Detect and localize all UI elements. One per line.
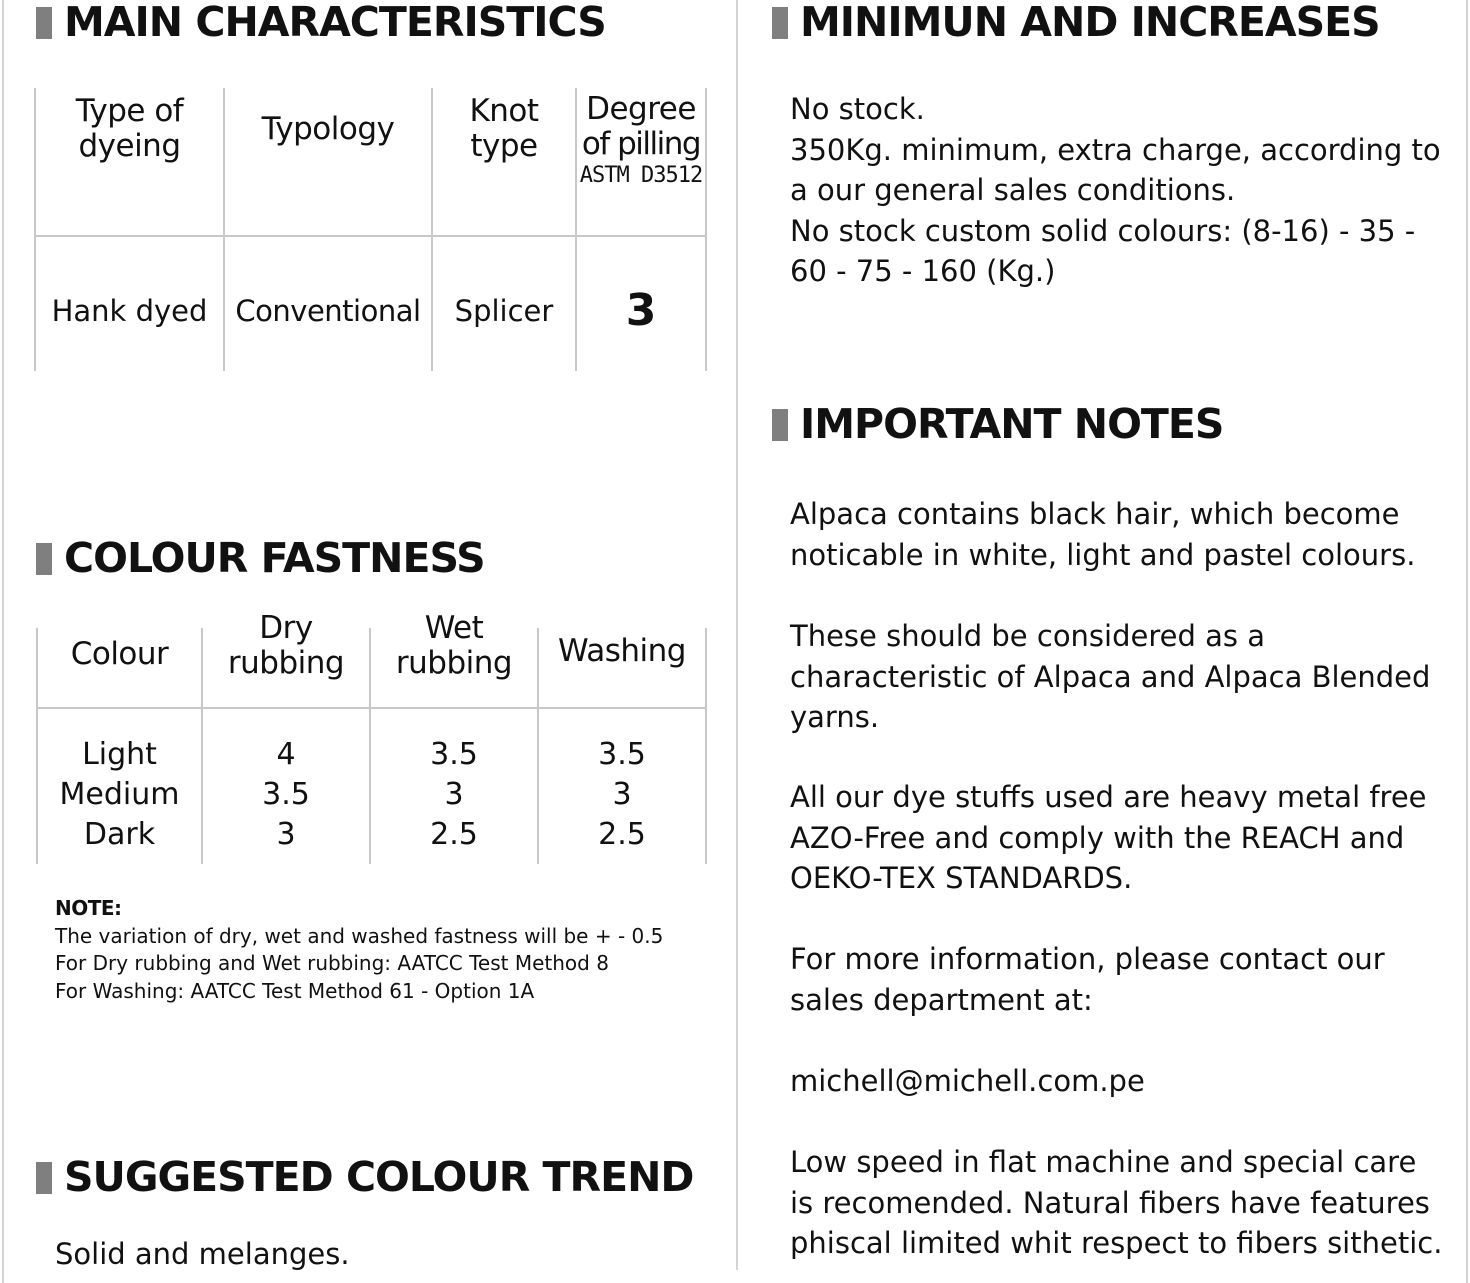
- suggested-colour-trend-text: Solid and melanges.: [55, 1237, 350, 1271]
- header-colour: Colour: [70, 635, 169, 672]
- heading-bar-icon: [772, 7, 788, 39]
- note-paragraph-contact: For more information, please contact our sales department at:: [790, 942, 1385, 1017]
- header-type-of-dyeing: Type of dyeing: [75, 93, 184, 164]
- value-typology: Conventional: [235, 294, 421, 328]
- header-washing: Washing: [558, 632, 686, 669]
- wet-rubbing-values: 3.5 3 2.5: [430, 737, 478, 852]
- note-label: NOTE:: [55, 896, 122, 920]
- washing-values: 3.5 3 2.5: [598, 737, 646, 852]
- header-degree-of-pilling: Degree of pilling ASTM D3512: [579, 91, 703, 188]
- header-knot-type: Knot type: [469, 93, 539, 164]
- note-paragraph-machine-care: Low speed in flat machine and special care is recomended. Natural fibers have features phiscal limited whit respect to fibers sithetic.: [790, 1145, 1443, 1260]
- value-knot-type: Splicer: [454, 294, 554, 328]
- fastness-note: [55, 895, 663, 1005]
- heading-bar-icon: [36, 543, 52, 575]
- note-line: For Washing: AATCC Test Method 61 - Option 1A: [55, 978, 535, 1003]
- contact-email-link[interactable]: michell@michell.com.pe: [790, 1064, 1145, 1098]
- right-border: [1466, 0, 1468, 1283]
- main-characteristics-heading: MAIN CHARACTERISTICS: [36, 0, 606, 44]
- suggested-colour-trend-heading: SUGGESTED COLOUR TREND: [36, 1155, 693, 1199]
- header-wet-rubbing: Wet rubbing: [395, 610, 513, 681]
- minimum-and-increases-heading: MINIMUN AND INCREASES: [772, 0, 1380, 44]
- header-dry-rubbing: Dry rubbing: [227, 610, 345, 681]
- heading-bar-icon: [36, 7, 52, 39]
- note-paragraph-characteristic: These should be considered as a characteristic of Alpaca and Alpaca Blended yarns.: [790, 619, 1431, 734]
- value-type-of-dyeing: Hank dyed: [51, 294, 208, 328]
- heading-bar-icon: [772, 409, 788, 441]
- minimum-and-increases-text: No stock. 350Kg. minimum, extra charge, according to a our general sales conditions. No stock custom solid colours: (8-16) - 35 - 60 - 75 - 160 (Kg.): [790, 92, 1441, 288]
- note-line: For Dry rubbing and Wet rubbing: AATCC Test Method 8: [55, 951, 609, 975]
- header-typology: Typology: [261, 110, 395, 147]
- colour-fastness-heading: COLOUR FASTNESS: [36, 536, 485, 580]
- heading-bar-icon: [36, 1162, 52, 1194]
- important-notes-heading: IMPORTANT NOTES: [772, 402, 1223, 446]
- note-line: The variation of dry, wet and washed fastness will be + - 0.5: [55, 923, 664, 948]
- value-degree-of-pilling: 3: [625, 285, 657, 336]
- note-paragraph-dye-stuffs: All our dye stuffs used are heavy metal free AZO-Free and comply with the REACH and OEKO-TEX STANDARDS.: [790, 780, 1427, 895]
- pilling-standard: ASTM D3512: [579, 163, 703, 188]
- colour-levels-column: Light Medium Dark: [59, 737, 180, 852]
- dry-rubbing-values: 4 3.5 3: [262, 737, 310, 852]
- note-paragraph-black-hair: Alpaca contains black hair, which become noticable in white, light and pastel colours.: [790, 497, 1416, 572]
- left-border: [2, 0, 4, 1283]
- column-divider: [736, 0, 738, 1270]
